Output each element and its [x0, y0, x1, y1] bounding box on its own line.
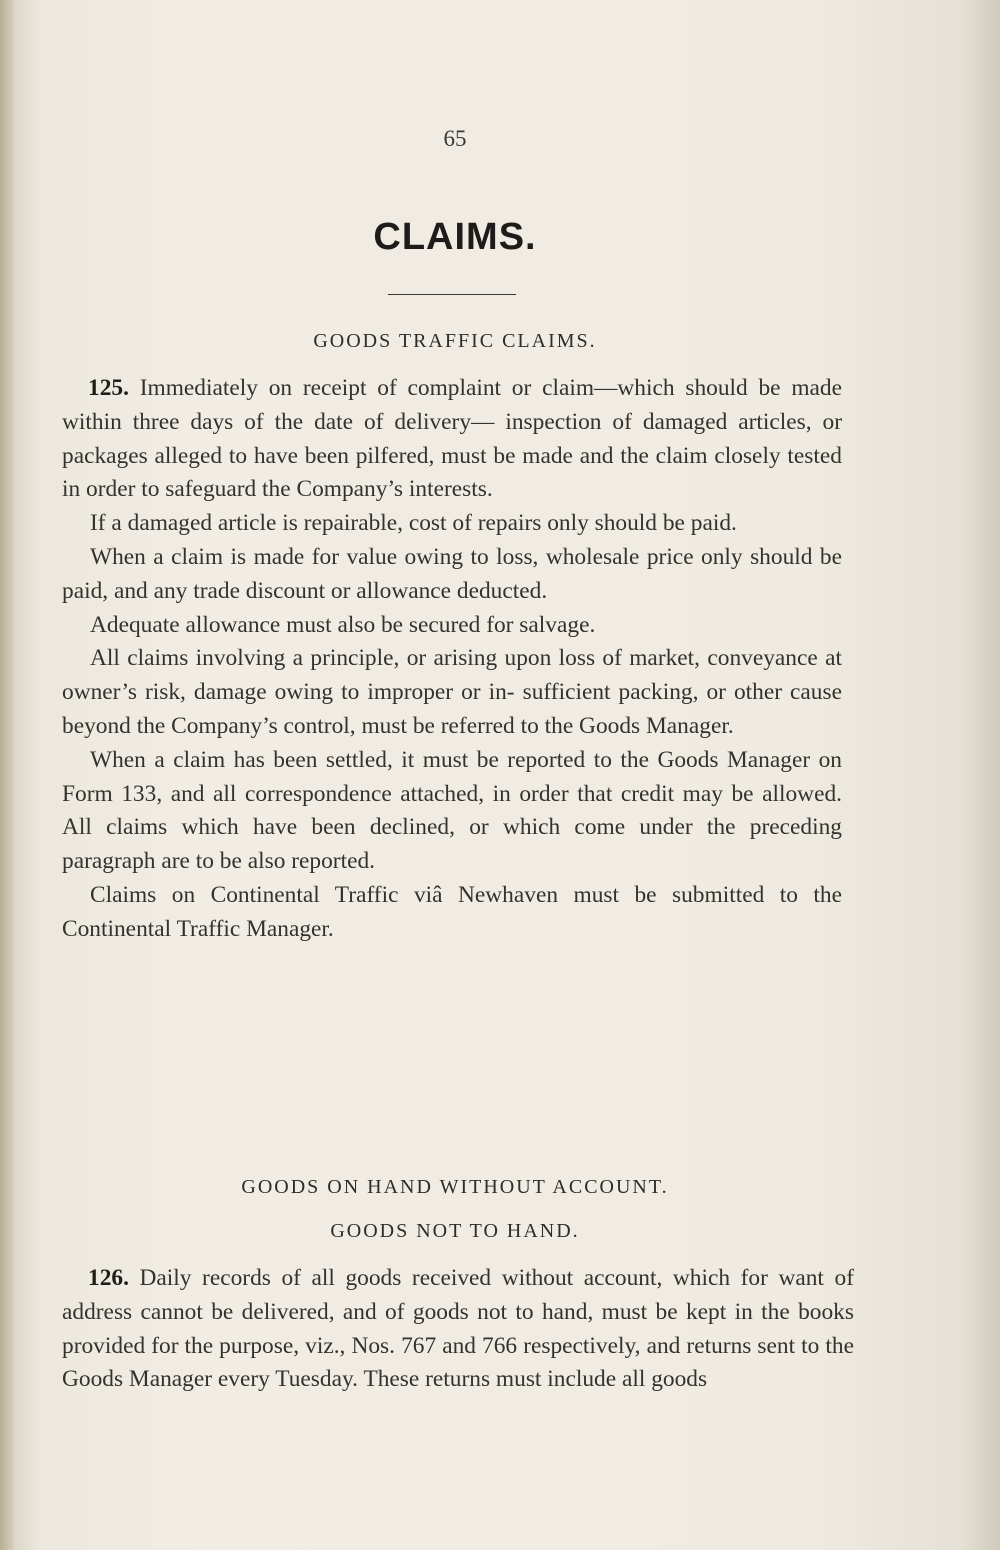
paragraph: If a damaged article is repairable, cost of repairs only should be paid. [90, 510, 737, 537]
paragraph [62, 372, 842, 507]
section-125-body [62, 372, 842, 947]
paragraph: When a claim is made for value owing to loss, wholesale price only should be paid, and any trade discount or allowance deducted. [62, 543, 842, 604]
page-title: CLAIMS. [373, 216, 537, 258]
paragraph: All claims involving a principle, or arising upon loss of market, conveyance at owner’s risk, damage owing to improper or in- sufficient packing, or other cause beyond the Company’s control, must be referred to the Goods Manager. [62, 645, 842, 739]
section-subheading-goods-not-to-hand: GOODS NOT TO HAND. [330, 1220, 580, 1242]
paragraph [62, 1262, 854, 1397]
paragraph-number: 125. [88, 375, 129, 401]
paragraph-number: 126. [88, 1265, 129, 1291]
paragraph: Claims on Continental Traffic viâ Newhaven must be submitted to the Continental Traffic Manager. [62, 881, 842, 942]
section-heading-goods-on-hand: GOODS ON HAND WITHOUT ACCOUNT. [241, 1176, 669, 1198]
paragraph-text: Immediately on receipt of complaint or claim—which should be made within three days of the date of delivery— inspection of damaged articles, or packages alleged to have been pilfered, must be made and the claim closely tested in order to safeguard the Company’s interests. [62, 375, 842, 503]
section-heading-goods-traffic-claims: GOODS TRAFFIC CLAIMS. [313, 330, 597, 352]
paragraph: Adequate allowance must also be secured for salvage. [90, 611, 596, 638]
page-number: 65 [443, 126, 467, 151]
paragraph-text: Daily records of all goods received without account, which for want of address cannot be delivered, and of goods not to hand, must be kept in the books provided for the purpose, viz., Nos. 767 and 766 respectively, and returns sent to the Goods Manager every Tuesday. These returns must include all goods [62, 1265, 854, 1393]
paragraph: When a claim has been settled, it must be reported to the Goods Manager on Form 133, and all correspondence attached, in order that credit may be allowed. All claims which have been declined, or which come under the preceding paragraph are to be also reported. [62, 746, 842, 875]
title-divider [388, 294, 516, 295]
section-126-body [62, 1262, 854, 1397]
